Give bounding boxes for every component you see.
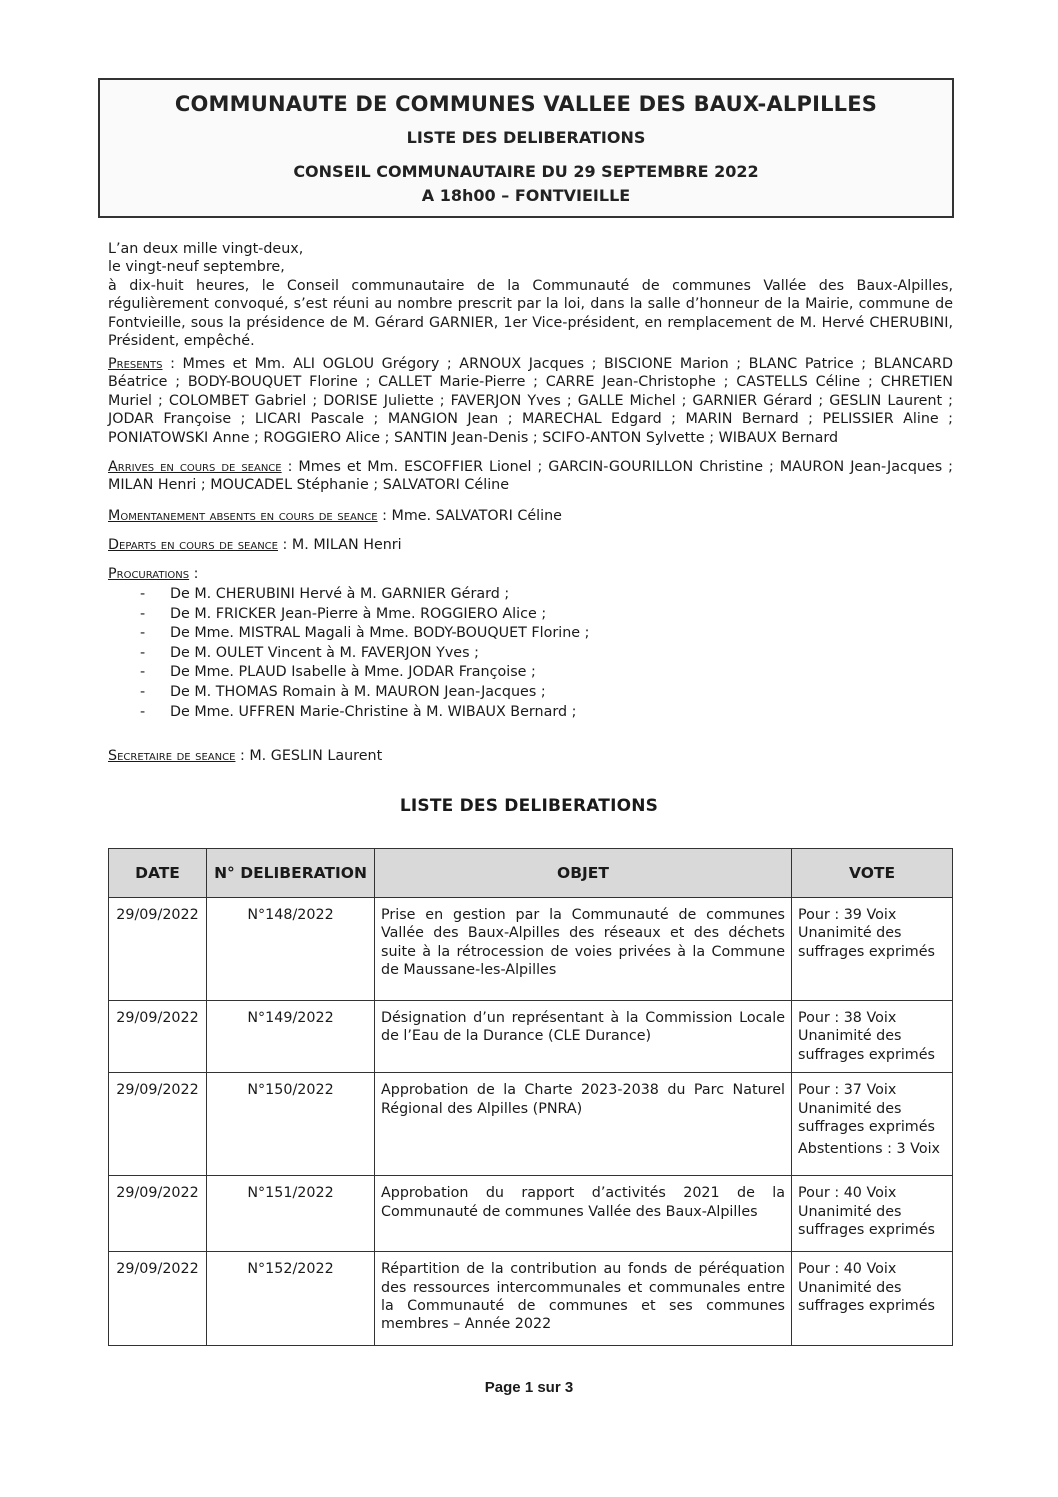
arrives-section (108, 458, 953, 495)
table-row (109, 898, 953, 1001)
cell-objet: Répartition de la contribution au fonds de péréquation des ressources intercommunales et communales entre la Communauté de communes et ses communes membres – Année 2022 (375, 1252, 792, 1346)
header-num: N° DELIBERATION (207, 849, 375, 898)
list-item: - De M. FRICKER Jean-Pierre à Mme. ROGGIERO Alice ; (140, 605, 920, 625)
cell-num: N°151/2022 (207, 1176, 375, 1252)
list-item: - De Mme. MISTRAL Magali à Mme. BODY-BOUQUET Florine ; (140, 624, 920, 644)
procurations-label: Procurations (108, 566, 190, 582)
procuration-text: De Mme. PLAUD Isabelle à Mme. JODAR Françoise ; (170, 664, 536, 681)
table-header-row (109, 849, 953, 898)
absents-section (108, 507, 953, 525)
cell-num: N°150/2022 (207, 1073, 375, 1176)
cell-vote (792, 1176, 953, 1252)
vote-count: Pour : 37 Voix (798, 1082, 897, 1099)
header-box (98, 78, 954, 218)
arrives-text: : Mmes et Mm. ESCOFFIER Lionel ; GARCIN-GOURILLON Christine ; MAURON Jean-Jacques ; MILAN Henri ; MOUCADEL Stéphanie ; SALVATORI Céline (108, 459, 953, 494)
procurations-heading (108, 565, 953, 583)
cell-date: 29/09/2022 (109, 1176, 207, 1252)
abstentions: Abstentions : 3 Voix (798, 1141, 940, 1158)
vote-line: suffrages exprimés (798, 1119, 935, 1136)
presents-text: : Mmes et Mm. ALI OGLOU Grégory ; ARNOUX Jacques ; BISCIONE Marion ; BLANC Patrice ; BLANCARD Béatrice ; BODY-BOUQUET Florine ; CALLET Marie-Pierre ; CARRE Jean-Christophe ; CASTELLS Céline ; CHRETIEN Muriel ; COLOMBET Gabriel ; DORISE Juliette ; FAVERJON Yves ; GALLE Michel ; GARNIER Gérard ; GESLIN Laurent ; JODAR Françoise ; LICARI Pascale ; MANGION Jean ; MARECHAL Edgard ; MARIN Bernard ; PELISSIER Aline ; PONIATOWSKI Anne ; ROGGIERO Alice ; SANTIN Jean-Denis ; SCIFO-ANTON Sylvette ; WIBAUX Bernard (108, 356, 953, 446)
procuration-text: De M. THOMAS Romain à M. MAURON Jean-Jacques ; (170, 683, 546, 700)
vote-line: suffrages exprimés (798, 1046, 935, 1063)
table-row (109, 1176, 953, 1252)
procuration-text: De M. CHERUBINI Hervé à M. GARNIER Gérard ; (170, 586, 510, 602)
cell-objet: Désignation d’un représentant à la Commission Locale de l’Eau de la Durance (CLE Durance) (375, 1001, 792, 1073)
list-item: - De M. OULET Vincent à M. FAVERJON Yves ; (140, 644, 920, 664)
list-item: - De Mme. PLAUD Isabelle à Mme. JODAR Françoise ; (140, 663, 920, 683)
cell-vote (792, 1073, 953, 1176)
procuration-text: De M. FRICKER Jean-Pierre à Mme. ROGGIERO Alice ; (170, 605, 547, 622)
vote-count: Pour : 40 Voix (798, 1185, 897, 1202)
org-title: COMMUNAUTE DE COMMUNES VALLEE DES BAUX-ALPILLES (174, 92, 878, 116)
cell-vote (792, 1001, 953, 1073)
list-item: - De M. THOMAS Romain à M. MAURON Jean-Jacques ; (140, 683, 920, 703)
cell-vote (792, 898, 953, 1001)
procurations-list (140, 585, 920, 722)
arrives-label: Arrives en cours de seance (108, 459, 282, 475)
header-vote: VOTE (792, 849, 953, 898)
intro-line-3: à dix-huit heures, le Conseil communautaire de la Communauté de communes Vallée des Baux-Alpilles, régulièrement convoqué, s’est réuni au nombre prescrit par la loi, dans la salle d’honneur de la Mairie, commune de Fontvieille, sous la présidence de M. Gérard GARNIER, 1er Vice-président, en remplacement de M. Hervé CHERUBINI, Président, empêché. (108, 277, 953, 350)
table-row (109, 1001, 953, 1073)
secretaire-text: : M. GESLIN Laurent (235, 748, 383, 764)
council-title: CONSEIL COMMUNAUTAIRE DU 29 SEPTEMBRE 2022 (293, 162, 759, 181)
time-place: A 18h00 – FONTVIEILLE (421, 186, 631, 205)
procuration-text: De M. OULET Vincent à M. FAVERJON Yves ; (170, 644, 479, 661)
cell-date: 29/09/2022 (109, 898, 207, 1001)
absents-label: Momentanement absents en cours de seance (108, 508, 378, 524)
list-item: - De M. CHERUBINI Hervé à M. GARNIER Gérard ; (140, 585, 920, 605)
vote-line: Unanimité des (798, 1279, 902, 1296)
intro-paragraph (108, 240, 953, 350)
cell-num: N°152/2022 (207, 1252, 375, 1346)
header-objet: OBJET (375, 849, 792, 898)
procuration-text: De Mme. MISTRAL Magali à Mme. BODY-BOUQUET Florine ; (170, 625, 590, 642)
cell-objet: Approbation de la Charte 2023-2038 du Parc Naturel Régional des Alpilles (PNRA) (375, 1073, 792, 1176)
page-number: Page 1 sur 3 (484, 1379, 574, 1396)
cell-num: N°148/2022 (207, 898, 375, 1001)
cell-vote (792, 1252, 953, 1346)
cell-objet: Approbation du rapport d’activités 2021 de la Communauté de communes Vallée des Baux-Alpilles (375, 1176, 792, 1252)
cell-date: 29/09/2022 (109, 1252, 207, 1346)
secretaire-section (108, 747, 953, 765)
vote-count: Pour : 38 Voix (798, 1010, 897, 1026)
departs-section (108, 536, 953, 554)
list-item: - De Mme. UFFREN Marie-Christine à M. WIBAUX Bernard ; (140, 703, 920, 723)
cell-date: 29/09/2022 (109, 1073, 207, 1176)
cell-date: 29/09/2022 (109, 1001, 207, 1073)
vote-line: Unanimité des (798, 1203, 902, 1220)
secretaire-label: Secretaire de seance (108, 748, 236, 764)
vote-count: Pour : 39 Voix (798, 907, 897, 923)
vote-line: Unanimité des (798, 925, 902, 942)
departs-label: Departs en cours de seance (108, 537, 278, 553)
intro-line-1: L’an deux mille vingt-deux, (108, 241, 304, 257)
header-date: DATE (109, 849, 207, 898)
presents-label: Presents (108, 356, 163, 372)
cell-objet: Prise en gestion par la Communauté de communes Vallée des Baux-Alpilles des réseaux et des déchets suite à la rétrocession de voies privées à la Commune de Maussane-les-Alpilles (375, 898, 792, 1001)
table-row (109, 1252, 953, 1346)
procurations-suffix: : (189, 566, 199, 582)
vote-line: suffrages exprimés (798, 943, 935, 960)
list-title: LISTE DES DELIBERATIONS (399, 796, 659, 816)
presents-section (108, 355, 953, 447)
vote-line: Unanimité des (798, 1028, 902, 1045)
list-subtitle: LISTE DES DELIBERATIONS (406, 128, 646, 147)
intro-line-2: le vingt-neuf septembre, (108, 259, 285, 276)
procuration-text: De Mme. UFFREN Marie-Christine à M. WIBAUX Bernard ; (170, 703, 577, 720)
deliberations-table (108, 848, 953, 1346)
vote-line: suffrages exprimés (798, 1222, 935, 1239)
table-row (109, 1073, 953, 1176)
cell-num: N°149/2022 (207, 1001, 375, 1073)
vote-line: Unanimité des (798, 1100, 902, 1117)
vote-count: Pour : 40 Voix (798, 1261, 897, 1278)
vote-line: suffrages exprimés (798, 1298, 935, 1315)
departs-text: : M. MILAN Henri (278, 537, 402, 553)
absents-text: : Mme. SALVATORI Céline (377, 508, 562, 524)
